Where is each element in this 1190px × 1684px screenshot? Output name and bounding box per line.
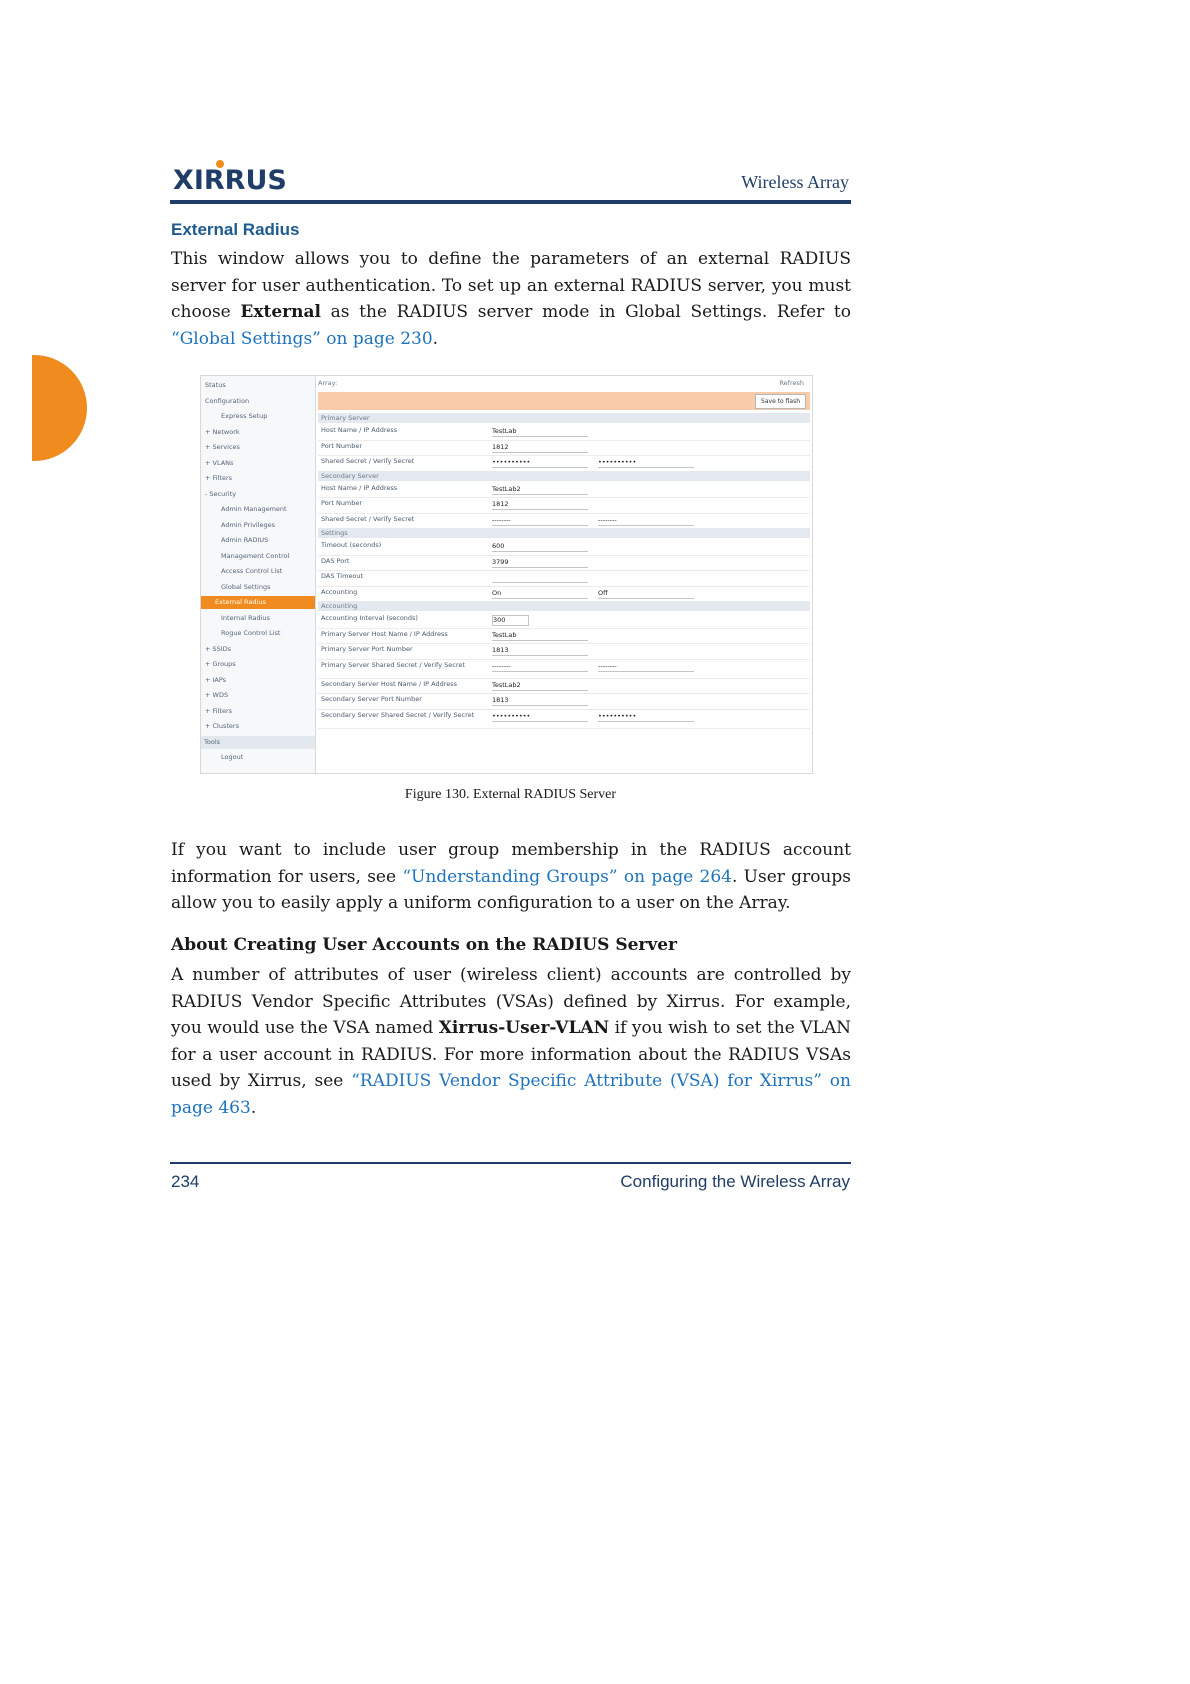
sidebar-item[interactable]: - Security [205, 489, 237, 498]
form-label: Shared Secret / Verify Secret [321, 457, 415, 465]
form-input[interactable]: -------- [492, 516, 588, 526]
intro-paragraph [171, 246, 851, 352]
form-row [318, 612, 810, 629]
sidebar-item[interactable]: + Clusters [205, 722, 239, 730]
sidebar-item[interactable]: + Filters [205, 706, 232, 715]
sidebar-item[interactable]: External Radius [201, 596, 315, 609]
sidebar-item[interactable]: + SSIDs [205, 644, 232, 653]
form-group-header: Secondary Server [318, 471, 810, 481]
vsa-paragraph [171, 962, 851, 1121]
vsa-xirrus-link[interactable]: “RADIUS Vendor Specific Attribute (VSA) for Xirrus” on page 463 [171, 1071, 851, 1118]
header-rule [170, 200, 851, 204]
form-label: Primary Server Shared Secret / Verify Secret [321, 660, 465, 669]
form-group-header: Accounting [318, 601, 810, 611]
form-label: DAS Timeout [321, 572, 364, 580]
form-row [318, 440, 810, 457]
form-label: Port Number [321, 499, 363, 507]
sidebar-item[interactable]: + IAPs [205, 675, 227, 684]
sidebar-item[interactable]: + Services [205, 443, 240, 451]
form-input[interactable]: TestLab2 [492, 485, 588, 495]
sidebar-item[interactable]: Tools [201, 736, 315, 749]
vsa-text-3: . [250, 1097, 257, 1118]
form-input-verify[interactable]: •••••••••• [598, 458, 694, 468]
form-label: Timeout (seconds) [321, 541, 382, 549]
form-label: Primary Server Port Number [321, 645, 413, 653]
form-row [318, 709, 810, 729]
xirrus-logo [173, 158, 313, 194]
array-label: Array: [318, 379, 338, 387]
vsa-bold: Xirrus-User-VLAN [438, 1018, 610, 1038]
sidebar-item[interactable]: + VLANs [205, 458, 234, 467]
section-title: External Radius [171, 220, 300, 239]
form-input-verify[interactable]: Off [598, 589, 694, 599]
sidebar-item[interactable]: Global Settings [221, 582, 271, 591]
external-radius-screenshot [200, 375, 813, 774]
intro-text-3: . [432, 328, 439, 349]
save-to-flash-button[interactable]: Save to flash [755, 394, 806, 409]
sidebar-item[interactable]: Rogue Control List [221, 629, 281, 637]
vsa-text-1: A number of attributes of user (wireless client) accounts are controlled by RADIUS Vendor Specific Attributes (VSAs) defined by Xirrus. For example, you would use the VSA named [171, 965, 851, 1038]
sidebar-item[interactable]: Express Setup [221, 412, 268, 420]
form-input-verify[interactable]: -------- [598, 662, 694, 672]
sidebar-item[interactable]: Admin Privileges [221, 520, 276, 529]
form-group-header: Primary Server [318, 413, 810, 423]
intro-text-1: This window allows you to define the parameters of an external RADIUS server for user authentication. To set up an external RADIUS server, you must choose [171, 249, 851, 322]
figure-caption: Figure 130. External RADIUS Server [404, 787, 617, 802]
form-row [318, 678, 810, 695]
form-input[interactable]: 1812 [492, 500, 588, 510]
form-input-verify[interactable]: -------- [598, 516, 694, 526]
form-input[interactable] [492, 573, 588, 583]
form-label: Secondary Server Shared Secret / Verify Secret [321, 710, 475, 719]
form-input[interactable]: 1812 [492, 443, 588, 453]
understanding-groups-link[interactable]: “Understanding Groups” on page 264 [402, 866, 732, 887]
top-status-bar [318, 376, 810, 390]
form-label: Primary Server Host Name / IP Address [321, 629, 448, 638]
sidebar-nav [201, 376, 316, 773]
sidebar-item[interactable]: Admin Management [221, 505, 287, 513]
footer-title: Configuring the Wireless Array [620, 1172, 850, 1191]
form-label: Port Number [321, 441, 363, 450]
logo-text: XIRRUS [173, 165, 287, 194]
form-input[interactable]: •••••••••• [492, 458, 588, 468]
form-input[interactable]: 600 [492, 542, 588, 552]
form-input[interactable]: TestLab2 [492, 681, 588, 691]
form-input[interactable]: -------- [492, 662, 588, 672]
form-row [318, 555, 810, 572]
sidebar-item[interactable]: Access Control List [221, 567, 283, 575]
sidebar-item[interactable]: Internal Radius [221, 613, 270, 622]
sidebar-item[interactable]: Management Control [221, 551, 290, 560]
sidebar-item[interactable]: Configuration [205, 396, 250, 405]
form-row [318, 539, 810, 556]
sidebar-item[interactable]: + Filters [205, 474, 232, 482]
form-label: Shared Secret / Verify Secret [321, 514, 415, 523]
footer-rule [170, 1162, 851, 1164]
sidebar-item[interactable]: + Groups [205, 660, 236, 668]
groups-text-1: If you want to include user group membership in the RADIUS account information for users, see [171, 840, 851, 887]
groups-paragraph [171, 837, 851, 917]
form-label: Secondary Server Host Name / IP Address [321, 679, 458, 688]
form-label: DAS Port [321, 556, 350, 565]
form-label: Host Name / IP Address [321, 426, 398, 434]
form-row [318, 513, 810, 530]
form-input[interactable]: 3799 [492, 558, 588, 568]
sidebar-item[interactable]: Logout [221, 753, 244, 761]
page-number: 234 [171, 1172, 200, 1191]
form-input[interactable]: 1813 [492, 646, 588, 656]
form-input-verify[interactable]: •••••••••• [598, 712, 694, 722]
form-label: Accounting [321, 587, 358, 596]
header-title: Wireless Array [741, 172, 849, 192]
intro-bold: External [240, 302, 321, 322]
vsa-text-2: if you wish to set the VLAN for a user account in RADIUS. For more information about the RADIUS VSAs used by Xirrus, see [171, 1018, 852, 1091]
form-input[interactable]: TestLab [492, 631, 588, 641]
form-input[interactable]: •••••••••• [492, 712, 588, 722]
form-input[interactable]: TestLab [492, 427, 588, 437]
sidebar-item[interactable]: + Network [205, 427, 240, 436]
chapter-tab [32, 355, 87, 461]
form-row [318, 570, 810, 587]
form-label: Secondary Server Port Number [321, 695, 422, 703]
form-row [318, 628, 810, 645]
sidebar-item[interactable]: Status [205, 381, 226, 389]
form-label: Host Name / IP Address [321, 483, 398, 492]
form-row [318, 586, 810, 603]
form-input[interactable]: On [492, 589, 588, 599]
form-row [318, 482, 810, 499]
main-panel [318, 376, 810, 773]
form-row [318, 455, 810, 472]
groups-text-2: . User groups allow you to easily apply a uniform configuration to a user on the Array. [171, 866, 851, 913]
form-group-header: Settings [318, 528, 810, 538]
subsection-title: About Creating User Accounts on the RADIUS Server [171, 935, 678, 955]
sidebar-item[interactable]: Admin RADIUS [221, 536, 269, 544]
form-row [318, 497, 810, 514]
form-row [318, 693, 810, 710]
form-row [318, 643, 810, 660]
action-bar [318, 392, 810, 410]
form-label: Accounting Interval (seconds) [321, 614, 418, 622]
intro-text-2: as the RADIUS server mode in Global Settings. Refer to [320, 302, 851, 322]
form-input[interactable]: 1813 [492, 696, 588, 706]
form-input[interactable]: 300 [492, 615, 529, 626]
refresh-link[interactable]: Refresh [779, 379, 804, 387]
form-row [318, 659, 810, 679]
sidebar-item[interactable]: + WDS [205, 691, 229, 699]
global-settings-link[interactable]: “Global Settings” on page 230 [171, 328, 433, 349]
form-row [318, 424, 810, 441]
